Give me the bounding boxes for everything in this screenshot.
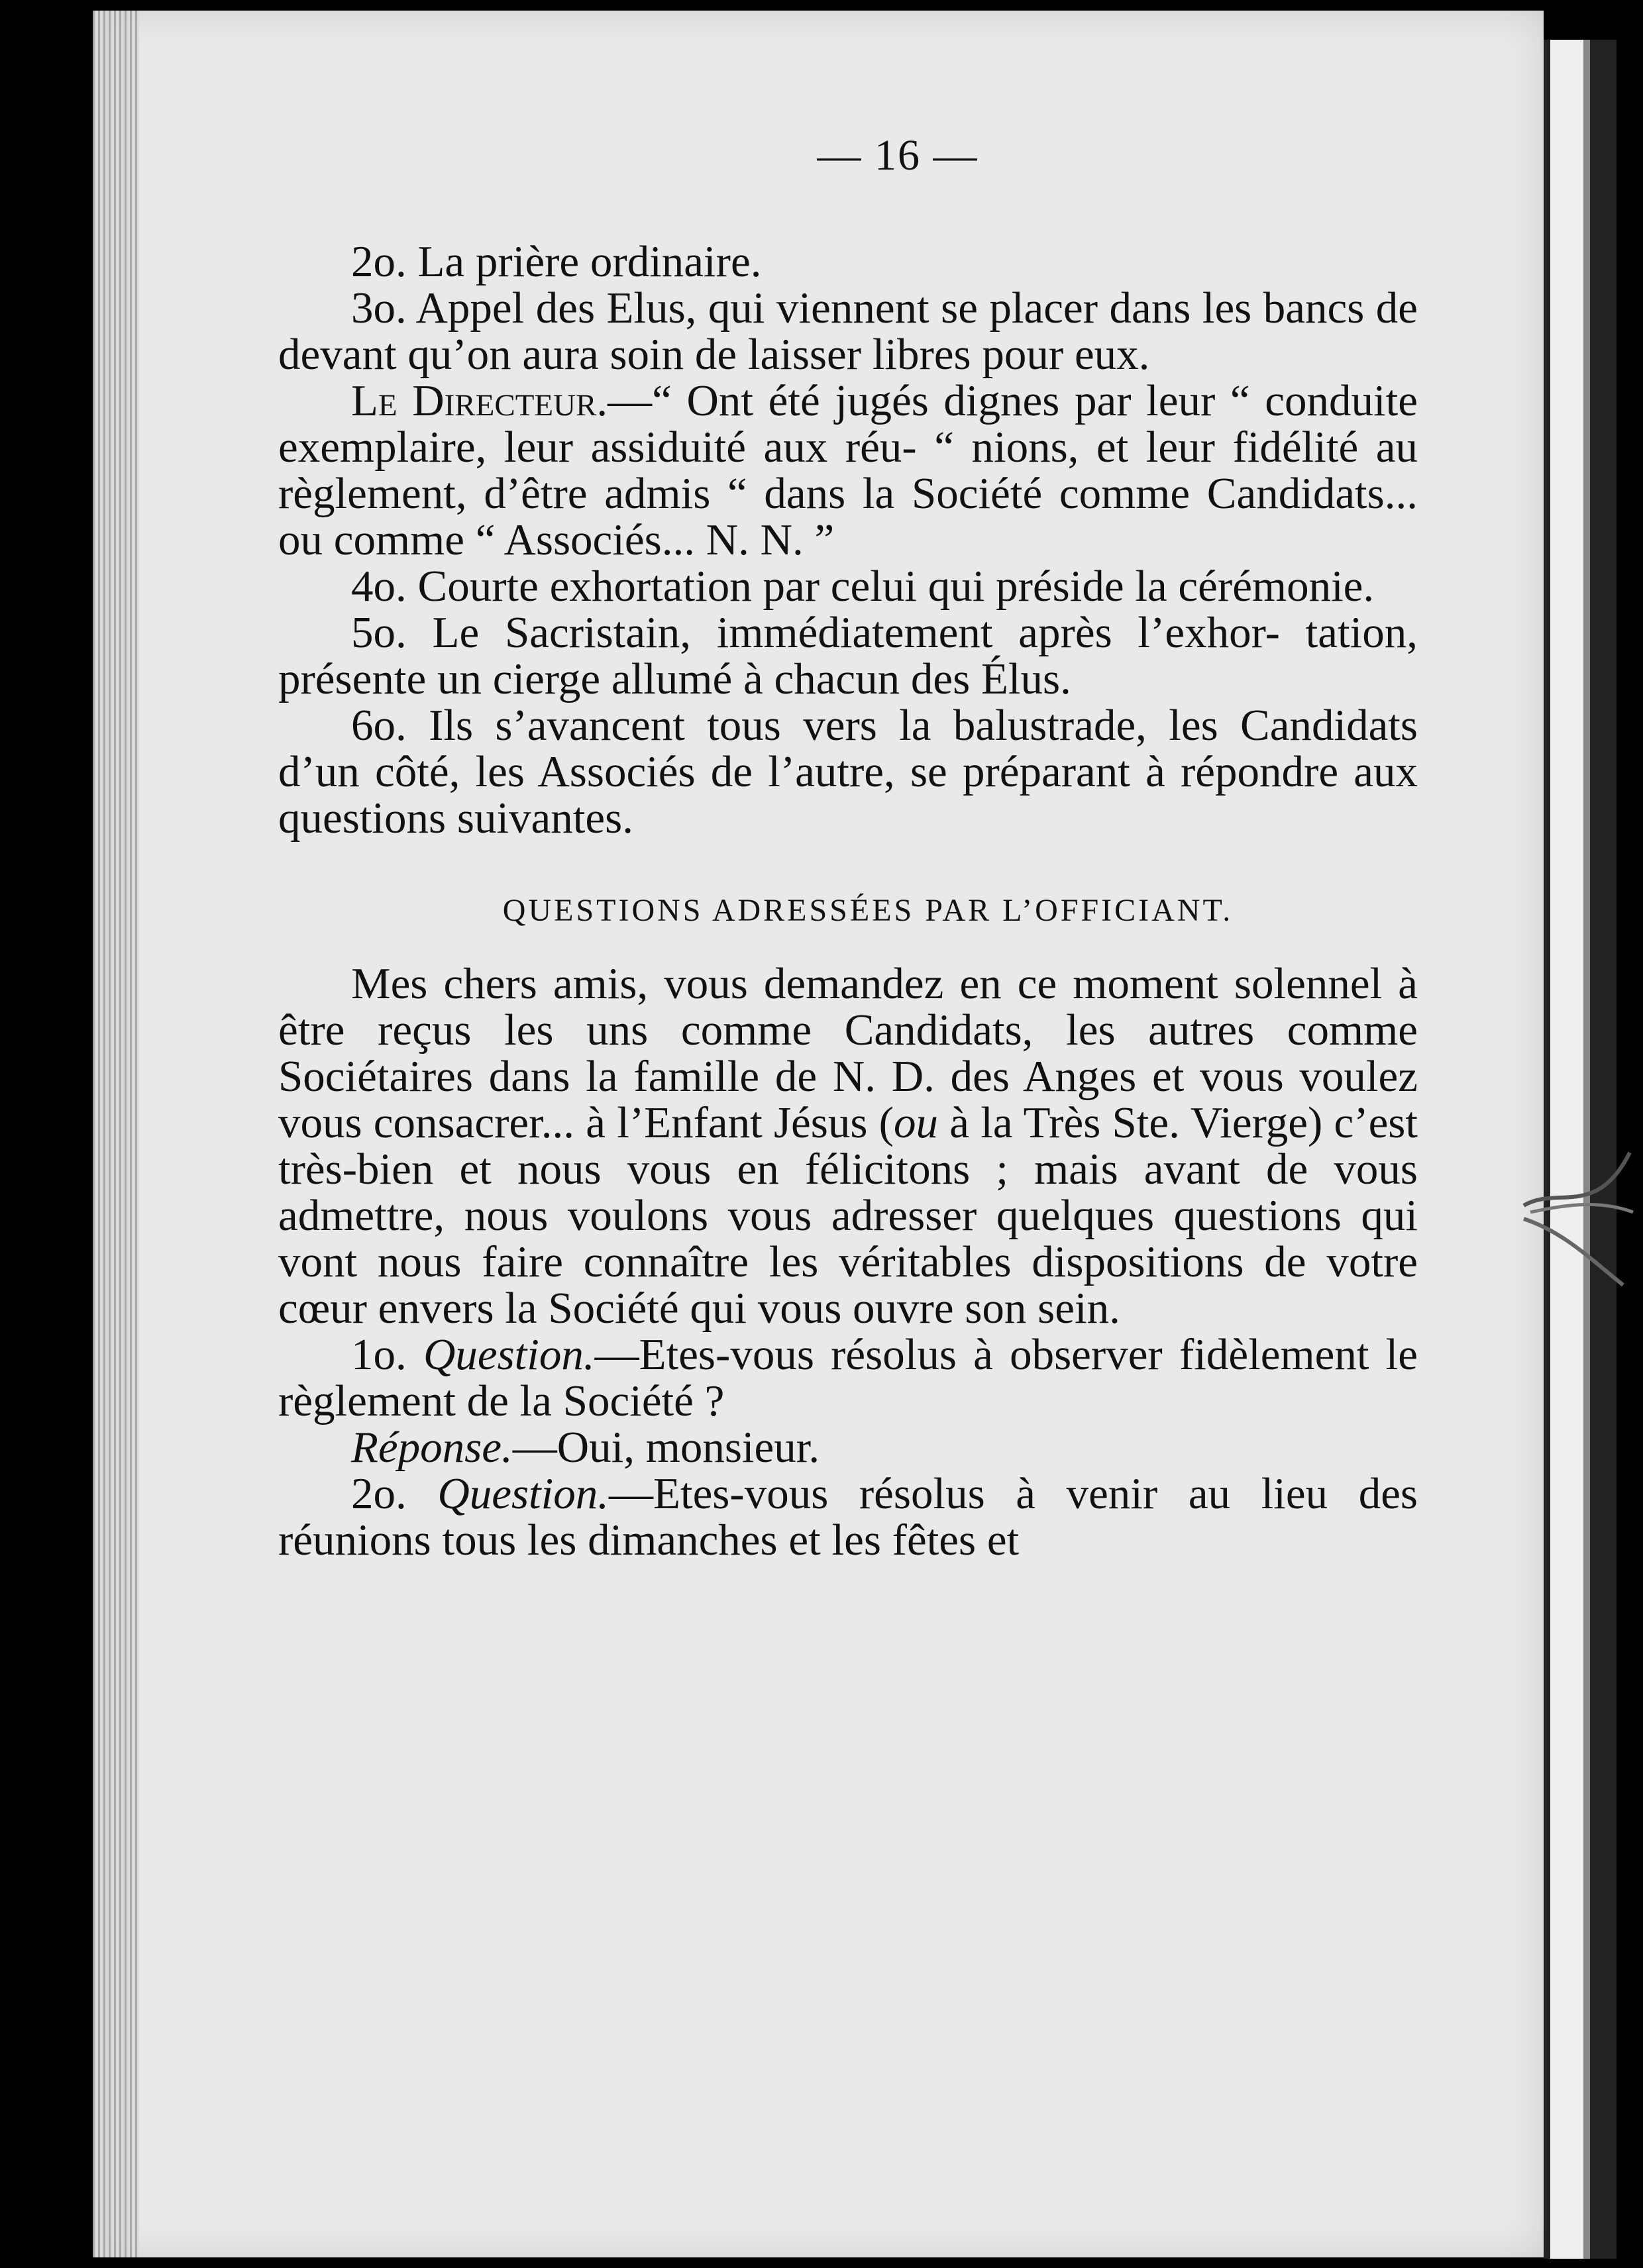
directeur-text: —“ Ont été jugés dignes par leur “ conduite exemplaire, leur assiduité aux réu- “ nions, et leur fidélité au règlement, d’être admis “ dans la Société comme Candidats... ou comme “ Associés... N. N. ”	[278, 376, 1418, 564]
question-number: 2o.	[351, 1469, 407, 1518]
question-label: Question.	[437, 1469, 610, 1518]
intro-italic: ou	[894, 1098, 938, 1147]
page-number: — 16 —	[817, 131, 979, 180]
section-heading: QUESTIONS ADRESSÉES PAR L’OFFICIANT.	[502, 893, 1234, 928]
response-label: Réponse.	[351, 1423, 513, 1472]
page-edge-left	[93, 11, 139, 2257]
question-number: 1o.	[351, 1330, 407, 1379]
response-1	[278, 1424, 1418, 1470]
paragraph-exhortation: 4o. Courte exhortation par celui qui préside la cérémonie.	[351, 562, 1375, 611]
paragraph-priere: 2o. La prière ordinaire.	[351, 237, 762, 286]
question-text: —Etes-vous résolus à venir au lieu des réunions tous les dimanches et les fêtes et	[278, 1469, 1418, 1565]
paragraph-directeur	[278, 378, 1418, 563]
question-1	[278, 1331, 1418, 1424]
response-text: —Oui, monsieur.	[512, 1423, 820, 1472]
intro-text-1: Mes chers amis, vous demandez en ce moment solennel à être reçus les uns comme Candidats, les autres comme Sociétaires dans la famille de N. D. des Anges et vous voulez vous consacrer... à l’Enfant Jésus (	[278, 959, 1418, 1147]
paragraph-appel: 3o. Appel des Elus, qui viennent se placer dans les bancs de devant qu’on aura soin de laisser libres pour eux.	[278, 284, 1418, 379]
intro-text-2: à la Très Ste. Vierge) c’est très-bien et nous vous en félicitons ; mais avant de vous admettre, nous voulons vous adresser quelques questions qui vont nous faire connaître les véritables dispositions de votre cœur envers la Société qui vous ouvre son sein.	[278, 1098, 1418, 1333]
questions-intro	[278, 960, 1418, 1331]
question-2	[278, 1470, 1418, 1563]
question-text: —Etes-vous résolus à observer fidèlement le règlement de la Société ?	[278, 1330, 1418, 1425]
binding-string-icon	[1517, 1126, 1636, 1298]
page-text	[278, 132, 1418, 1563]
paragraph-sacristain: 5o. Le Sacristain, immédiatement après l’exhor- tation, présente un cierge allumé à chacun des Élus.	[278, 608, 1418, 703]
speaker-label: Le Directeur.	[351, 376, 608, 425]
paragraph-balustrade: 6o. Ils s’avancent tous vers la balustrade, les Candidats d’un côté, les Associés de l’autre, se préparant à répondre aux questions suivantes.	[278, 701, 1418, 843]
question-label: Question.	[423, 1330, 595, 1379]
